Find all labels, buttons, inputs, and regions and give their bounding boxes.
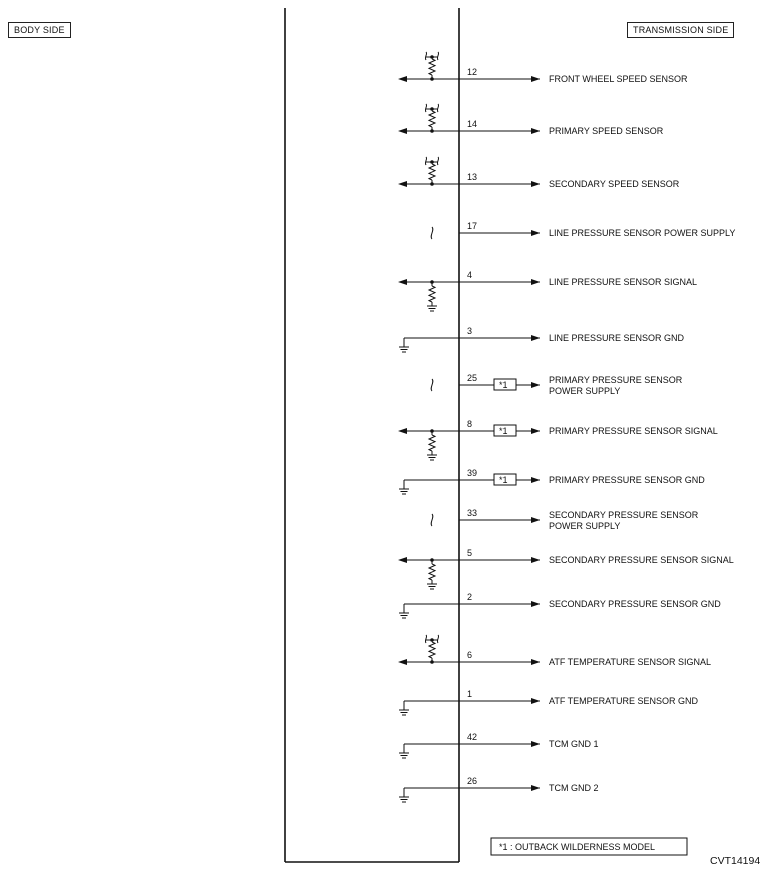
ground-icon (427, 584, 437, 589)
model-marker (494, 474, 516, 485)
pin-number: 2 (467, 592, 473, 602)
pin-number: 14 (467, 119, 478, 129)
pulldown-resistor-icon (427, 429, 437, 460)
signal-label: LINE PRESSURE SENSOR GND (549, 333, 685, 343)
signal-label: PRIMARY PRESSURE SENSOR (549, 375, 683, 385)
pin-number: 4 (467, 270, 473, 280)
arrow-right-icon (531, 477, 540, 483)
pin-number: 42 (467, 732, 478, 742)
circuit-row (431, 373, 683, 396)
signal-label: ATF TEMPERATURE SENSOR SIGNAL (549, 657, 712, 667)
wire-break-icon (431, 514, 433, 526)
arrow-right-icon (531, 785, 540, 791)
pin-number: 26 (467, 776, 478, 786)
ground-icon (399, 797, 409, 802)
arrow-right-icon (531, 230, 540, 236)
ground-icon (427, 306, 437, 311)
signal-label: TCM GND 1 (549, 739, 599, 749)
shielded-pullup-icon (425, 157, 438, 186)
arrow-right-icon (531, 659, 540, 665)
wire-break-icon (431, 379, 433, 391)
signal-label: SECONDARY PRESSURE SENSOR SIGNAL (549, 555, 734, 565)
signal-label: TCM GND 2 (549, 783, 599, 793)
pin-number: 17 (467, 221, 478, 231)
pin-number: 1 (467, 689, 473, 699)
arrow-right-icon (531, 76, 540, 82)
arrow-left-icon (398, 428, 407, 434)
pin-number: 12 (467, 67, 478, 77)
arrow-right-icon (531, 517, 540, 523)
model-marker (494, 379, 516, 390)
resistor-icon (429, 435, 435, 451)
legend-text: *1 : OUTBACK WILDERNESS MODEL (499, 842, 656, 852)
resistor-icon (429, 286, 435, 302)
shielded-pullup-icon (425, 52, 438, 81)
resistor-icon (429, 564, 435, 580)
resistor-icon (429, 164, 435, 180)
pin-number: 13 (467, 172, 478, 182)
diagram-code: CVT14194 (710, 855, 761, 867)
signal-label: LINE PRESSURE SENSOR SIGNAL (549, 277, 698, 287)
ground-icon (399, 753, 409, 758)
pin-number: 33 (467, 508, 478, 518)
circuit-row (398, 419, 718, 460)
model-marker-label: *1 (499, 380, 508, 390)
circuit-row (431, 508, 699, 531)
signal-label: FRONT WHEEL SPEED SENSOR (549, 74, 688, 84)
arrow-right-icon (531, 382, 540, 388)
ground-icon (399, 710, 409, 715)
pin-number: 5 (467, 548, 473, 558)
circuit-row (399, 592, 721, 618)
pin-number: 6 (467, 650, 473, 660)
resistor-icon (429, 59, 435, 75)
signal-label: PRIMARY PRESSURE SENSOR SIGNAL (549, 426, 718, 436)
circuit-row (398, 548, 734, 589)
legend-note (491, 838, 687, 855)
circuit-row (399, 326, 685, 352)
model-marker-label: *1 (499, 426, 508, 436)
pulldown-resistor-icon (427, 558, 437, 589)
body-side-label: BODY SIDE (8, 22, 71, 38)
circuit-row (398, 104, 664, 136)
signal-label: LINE PRESSURE SENSOR POWER SUPPLY (549, 228, 736, 238)
circuit-row (398, 52, 688, 84)
pulldown-resistor-icon (427, 280, 437, 311)
pin-number: 3 (467, 326, 473, 336)
arrow-right-icon (531, 428, 540, 434)
ground-icon (427, 455, 437, 460)
circuit-row (398, 157, 680, 189)
circuit-row (398, 270, 697, 311)
circuit-row (399, 689, 699, 715)
signal-label: SECONDARY SPEED SENSOR (549, 179, 680, 189)
circuit-row (399, 776, 599, 802)
circuit-row (399, 468, 705, 494)
pin-number: 39 (467, 468, 478, 478)
arrow-left-icon (398, 76, 407, 82)
signal-label: SECONDARY PRESSURE SENSOR GND (549, 599, 721, 609)
signal-label: ATF TEMPERATURE SENSOR GND (549, 696, 699, 706)
arrow-left-icon (398, 181, 407, 187)
shielded-pullup-icon (425, 104, 438, 133)
signal-label: POWER SUPPLY (549, 386, 621, 396)
arrow-right-icon (531, 698, 540, 704)
arrow-left-icon (398, 128, 407, 134)
pin-number: 8 (467, 419, 473, 429)
arrow-right-icon (531, 741, 540, 747)
wire-break-icon (431, 227, 433, 239)
signal-label: SECONDARY PRESSURE SENSOR (549, 510, 699, 520)
ground-icon (399, 613, 409, 618)
arrow-left-icon (398, 557, 407, 563)
arrow-left-icon (398, 659, 407, 665)
arrow-right-icon (531, 181, 540, 187)
ground-icon (399, 489, 409, 494)
resistor-icon (429, 111, 435, 127)
signal-label: PRIMARY PRESSURE SENSOR GND (549, 475, 705, 485)
signal-label: POWER SUPPLY (549, 521, 621, 531)
resistor-icon (429, 642, 435, 658)
circuit-row (399, 732, 599, 758)
arrow-right-icon (531, 128, 540, 134)
arrow-right-icon (531, 557, 540, 563)
circuit-list (398, 52, 735, 802)
circuit-row (431, 221, 735, 239)
transmission-side-label: TRANSMISSION SIDE (627, 22, 734, 38)
arrow-left-icon (398, 279, 407, 285)
pin-number: 25 (467, 373, 478, 383)
signal-label: PRIMARY SPEED SENSOR (549, 126, 664, 136)
arrow-right-icon (531, 601, 540, 607)
model-marker (494, 425, 516, 436)
model-marker-label: *1 (499, 475, 508, 485)
circuit-row (398, 635, 711, 667)
shielded-pullup-icon (425, 635, 438, 664)
arrow-right-icon (531, 335, 540, 341)
arrow-right-icon (531, 279, 540, 285)
ground-icon (399, 347, 409, 352)
